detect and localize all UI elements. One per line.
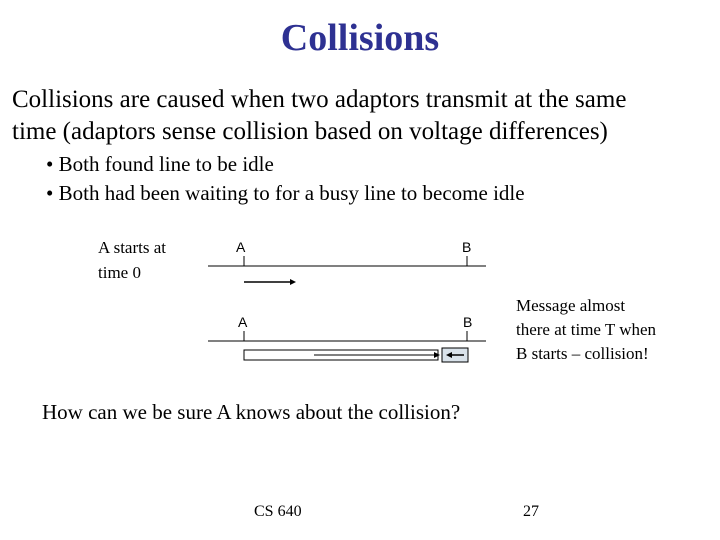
row1-arrowhead bbox=[290, 279, 296, 285]
a-starts-label-line-2: time 0 bbox=[98, 263, 141, 282]
bullet-item-1: • Both found line to be idle bbox=[46, 150, 525, 179]
question-text: How can we be sure A knows about the collision? bbox=[42, 400, 461, 424]
footer-page-number: 27 bbox=[523, 503, 539, 520]
row2-message-arrowhead bbox=[434, 352, 440, 358]
collision-label-line-3: B starts – collision! bbox=[516, 344, 649, 363]
row2-node-a-label: A bbox=[238, 314, 248, 330]
row2-node-b-label: B bbox=[463, 314, 473, 330]
row1-node-a-label: A bbox=[236, 239, 246, 255]
collision-label bbox=[516, 294, 656, 366]
a-starts-label-line-1: A starts at bbox=[98, 238, 166, 257]
intro-line-1: Collisions are caused when two adaptors transmit at the same bbox=[12, 86, 627, 113]
intro-line-2: time (adaptors sense collision based on voltage differences) bbox=[12, 118, 608, 145]
slide-title: Collisions bbox=[280, 17, 440, 59]
bullet-item-2: • Both had been waiting to for a busy line to become idle bbox=[46, 179, 525, 208]
row1-node-b-label: B bbox=[462, 239, 472, 255]
footer-course: CS 640 bbox=[254, 503, 302, 520]
collision-label-line-1: Message almost bbox=[516, 296, 626, 315]
collision-label-line-2: there at time T when bbox=[516, 320, 657, 339]
